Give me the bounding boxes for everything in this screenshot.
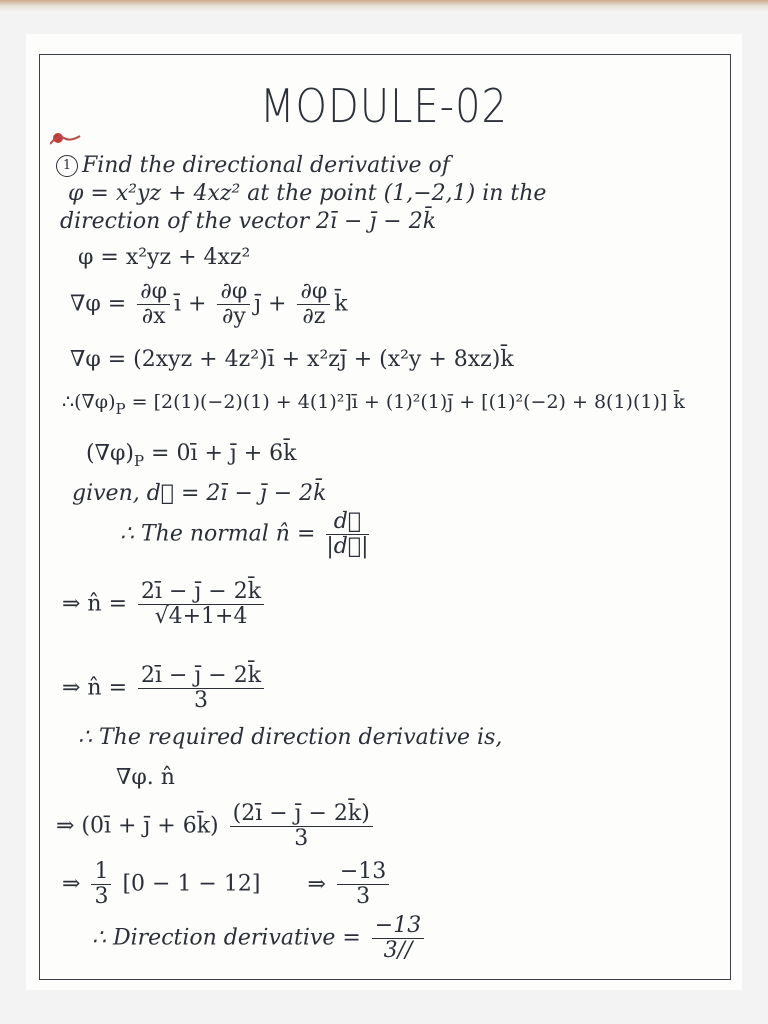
normal-num: d⃗ bbox=[326, 510, 368, 535]
problem-line-3: direction of the vector 2ī − j̄ − 2k̄ bbox=[60, 209, 437, 234]
normal-definition bbox=[120, 510, 373, 559]
gradient-definition bbox=[70, 280, 348, 329]
grad-value-lhs: (∇φ) bbox=[86, 441, 134, 466]
unit-normal-step-2 bbox=[62, 664, 268, 713]
product-fraction bbox=[230, 802, 373, 851]
calc-arrow-1: ⇒ bbox=[62, 871, 81, 897]
unit-normal-step-1 bbox=[62, 580, 268, 629]
nhat1-den: √4+1+4 bbox=[154, 604, 248, 629]
final-num: −13 bbox=[372, 914, 424, 939]
grad-at-p-rhs: = [2(1)(−2)(1) + 4(1)²]ī + (1)²(1)j̄ + [(1)²(−2) + 8(1)(1)] k̄ bbox=[131, 391, 685, 413]
product-num: (2ī − j̄ − 2k̄) bbox=[230, 802, 373, 827]
gradient-at-point bbox=[62, 388, 685, 423]
nhat2-fraction bbox=[138, 664, 264, 713]
normal-den: |d⃗| bbox=[326, 534, 369, 559]
problem-number: 1 bbox=[56, 155, 78, 177]
notebook-page bbox=[26, 34, 742, 990]
given-vector: given, d⃗ = 2ī − j̄ − 2k̄ bbox=[72, 481, 327, 506]
grad-dot-n: ∇φ. n̂ bbox=[116, 765, 175, 790]
point-subscript: P bbox=[115, 400, 126, 418]
partial-z-num: ∂φ bbox=[297, 280, 330, 305]
final-den: 3// bbox=[383, 938, 413, 963]
problem-line-2: φ = x²yz + 4xz² at the point (1,−2,1) in the bbox=[68, 181, 547, 206]
nhat2-den: 3 bbox=[194, 688, 209, 713]
unit-i: ī + bbox=[173, 291, 207, 317]
normal-fraction bbox=[326, 510, 368, 559]
final-text: ∴ Direction derivative = bbox=[92, 925, 361, 951]
nhat1-num: 2ī − j̄ − 2k̄ bbox=[138, 580, 264, 605]
product-lhs: ⇒ (0ī + j̄ + 6k̄) bbox=[56, 813, 219, 839]
page-title: MODULE-02 bbox=[260, 80, 508, 134]
grad-at-p-lhs: ∴(∇φ) bbox=[62, 391, 116, 413]
nhat1-fraction bbox=[138, 580, 264, 629]
gradient-expanded: ∇φ = (2xyz + 4z²)ī + x²zj̄ + (x²y + 8xz)k̄ bbox=[70, 347, 514, 372]
grad-value-rhs: = 0ī + j̄ + 6k̄ bbox=[151, 441, 297, 466]
required-statement: ∴ The required direction derivative is, bbox=[78, 725, 503, 750]
calc-result-den: 3 bbox=[356, 884, 371, 909]
gradient-lhs: ∇φ = bbox=[70, 291, 127, 317]
calc-den: 3 bbox=[94, 884, 109, 909]
problem-line-1 bbox=[56, 152, 450, 180]
partial-y-den: ∂y bbox=[221, 304, 246, 329]
calc-bracket: [0 − 1 − 12] bbox=[122, 871, 261, 897]
partial-x-num: ∂φ bbox=[137, 280, 170, 305]
nhat2-lhs: ⇒ n̂ = bbox=[62, 675, 128, 701]
calc-arrow-2: ⇒ bbox=[307, 871, 326, 897]
product-den: 3 bbox=[294, 826, 309, 851]
calculation bbox=[62, 860, 393, 909]
problem-text-1: Find the directional derivative of bbox=[82, 153, 450, 178]
calc-num: 1 bbox=[91, 860, 111, 885]
unit-j: j̄ + bbox=[254, 291, 287, 317]
partial-z-den: ∂z bbox=[302, 304, 326, 329]
normal-text: ∴ The normal n̂ = bbox=[120, 521, 316, 547]
unit-k: k̄ bbox=[334, 291, 348, 317]
final-answer bbox=[92, 914, 428, 963]
calc-result-num: −13 bbox=[337, 860, 389, 885]
phi-definition: φ = x²yz + 4xz² bbox=[78, 245, 251, 270]
dot-product-expression bbox=[56, 802, 377, 851]
calc-result-fraction bbox=[337, 860, 389, 909]
partial-z-fraction bbox=[297, 280, 330, 329]
grad-value-subscript: P bbox=[133, 452, 145, 470]
partial-y-num: ∂φ bbox=[217, 280, 250, 305]
calc-fraction bbox=[91, 860, 111, 909]
nhat1-lhs: ⇒ n̂ = bbox=[62, 591, 128, 617]
partial-y-fraction bbox=[217, 280, 250, 329]
final-fraction bbox=[372, 914, 424, 963]
gradient-value bbox=[86, 440, 296, 475]
partial-x-fraction bbox=[137, 280, 170, 329]
partial-x-den: ∂x bbox=[141, 304, 166, 329]
nhat2-num: 2ī − j̄ − 2k̄ bbox=[138, 664, 264, 689]
